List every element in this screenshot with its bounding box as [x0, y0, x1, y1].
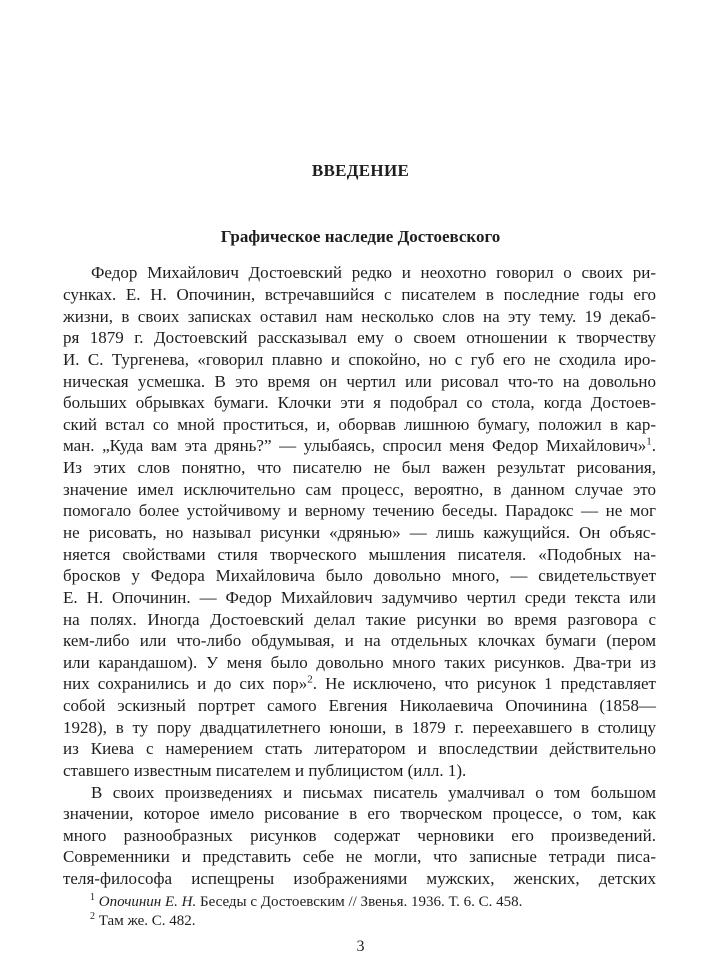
text-line: не рисовать, но называл рисунки «дрянью» — лишь кажущийся. Он объяс-	[63, 523, 656, 542]
text-line-tail: . Не исключено, что рисунок 1 представляет	[312, 674, 656, 693]
text-line: ман. „Куда вам эта дрянь?” — улыбаясь, спросил меня Федор Михайлович»$^1$.	[63, 435, 656, 455]
text-line: или карандашом). У меня было довольно много таких рисунков. Два-три из	[63, 653, 656, 672]
text-line: ставшего известным писателем и публицистом (илл. 1).	[63, 761, 467, 780]
text-line: значение имел исключительно сам процесс, вероятно, в данном случае это	[63, 480, 656, 499]
text-line: из Киева с намерением стать литератором и впоследствии действительно	[63, 739, 656, 758]
text-line: И. С. Тургенева, «говорил плавно и спокойно, но с губ его не сходила иро-	[63, 350, 656, 369]
footnote-text: Там же. С. 482.	[95, 913, 196, 929]
footnote-ref-1: 1	[646, 435, 652, 448]
text-line: теля-философа испещрены изображениями мужских, женских, детских	[63, 869, 656, 888]
text-line: на полях. Иногда Достоевский делал такие рисунки во время разговора с	[63, 610, 656, 629]
text-line: ническая усмешка. В это время он чертил или рисовал что-то на довольно	[63, 372, 656, 391]
text-line: собой эскизный портрет самого Евгения Николаевича Опочинина (1858—	[63, 696, 656, 715]
footnote	[90, 893, 522, 912]
text-line: Е. Н. Опочинин. — Федор Михайлович задумчиво чертил среди текста или	[63, 588, 656, 607]
text-line: Современники и представить себе не могли, что записные тетради писа-	[63, 847, 656, 866]
footnote-author: Опочинин Е. Н.	[98, 894, 197, 910]
text-line: больших обрывках бумаги. Клочки эти я подобрал со стола, когда Достоев-	[63, 393, 656, 412]
text-line: много разнообразных рисунков содержат черновики его произведений.	[63, 826, 656, 845]
text-line-content: них сохранились и до сих пор»	[63, 674, 308, 693]
text-line: В своих произведениях и письмах писатель умалчивал о том большом	[91, 783, 656, 802]
text-line: ский встал со мной проститься, и, оборвав лишнюю бумагу, положил в кар-	[63, 415, 656, 434]
footnote-text: Беседы с Достоевским // Звенья. 1936. Т. 6. С. 458.	[196, 894, 523, 910]
text-line: сунках. Е. Н. Опочинин, встречавшийся с писателем в последние годы его	[63, 285, 656, 304]
chapter-title: ВВЕДЕНИЕ	[311, 161, 410, 180]
text-line: няется свойствами стиля творческого мышления писателя. «Подобных на-	[63, 545, 656, 564]
text-line: 1928), в ту пору двадцатилетнего юноши, в 1879 г. переехавшего в столицу	[63, 718, 656, 737]
section-title: Графическое наследие Достоевского	[220, 227, 501, 246]
text-line: Из этих слов понятно, что писателю не был важен результат рисования,	[63, 458, 656, 477]
text-line-content: ман. „Куда вам эта дрянь?” — улыбаясь, спросил меня Федор Михайлович»	[63, 436, 647, 455]
text-line	[63, 673, 656, 694]
footnote-number: 2	[90, 911, 95, 922]
text-line: ря 1879 г. Достоевский рассказывал ему о своем отношении к творчеству	[63, 328, 656, 347]
text-line: значении, которое имело рисование в его творческом процессе, о том, как	[63, 804, 656, 823]
footnote-number: 1	[90, 892, 95, 903]
footnote-ref-2: 2	[307, 673, 313, 686]
text-line: Федор Михайлович Достоевский редко и неохотно говорил о своих ри-	[91, 263, 656, 282]
footnote	[90, 912, 196, 931]
text-line: помогало более устойчивому и верному течению беседы. Парадокс — не мог	[63, 501, 656, 520]
text-line: жизни, в своих записках оставил нам несколько слов на эту тему. 19 декаб-	[63, 307, 656, 326]
page-number: 3	[356, 938, 365, 955]
text-line: кем-либо или что-либо обдумывая, и на отдельных клочках бумаги (пером	[63, 631, 656, 650]
text-line: бросков у Федора Михайловича было довольно много, — свидетельствует	[63, 566, 656, 585]
